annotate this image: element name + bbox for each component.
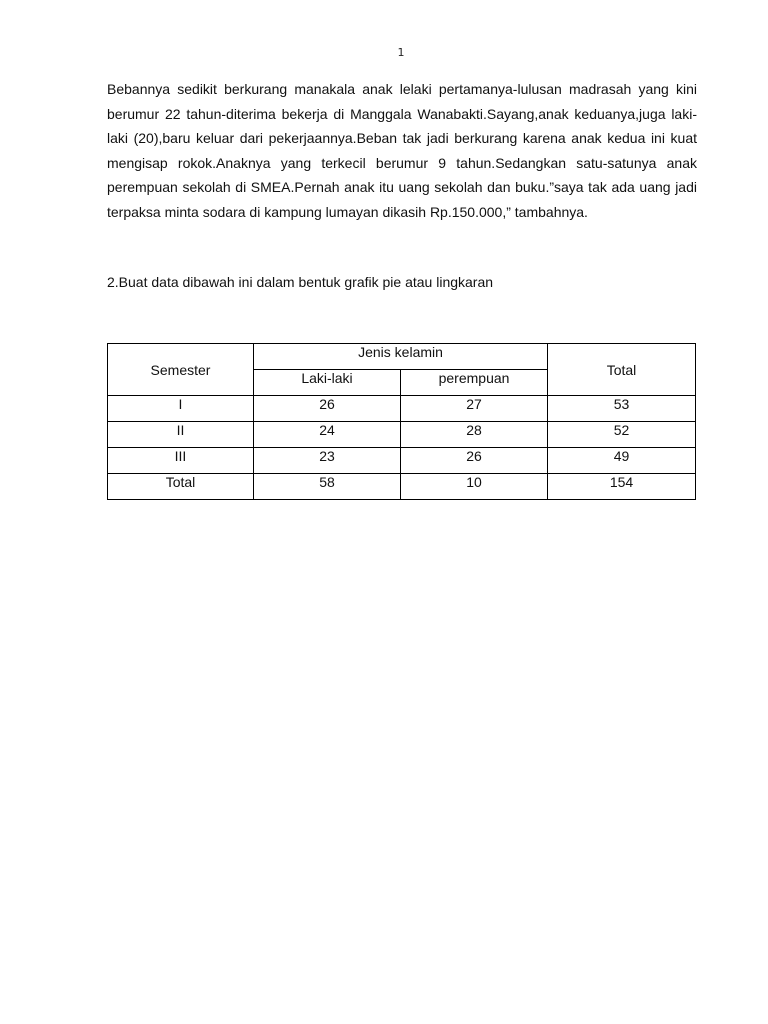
header-laki-laki: Laki-laki	[254, 370, 401, 396]
header-perempuan: perempuan	[401, 370, 548, 396]
cell-total: 53	[548, 396, 696, 422]
cell-laki: 24	[254, 422, 401, 448]
cell-laki: 23	[254, 448, 401, 474]
table-row	[108, 448, 696, 474]
cell-semester: Total	[108, 474, 254, 500]
cell-laki: 58	[254, 474, 401, 500]
cell-total: 52	[548, 422, 696, 448]
header-jenis-kelamin: Jenis kelamin	[254, 344, 548, 370]
table-header-row	[108, 344, 696, 370]
header-total: Total	[548, 344, 696, 396]
cell-semester: I	[108, 396, 254, 422]
cell-total: 154	[548, 474, 696, 500]
page-number: 1	[397, 46, 405, 59]
question-text: 2.Buat data dibawah ini dalam bentuk grafik pie atau lingkaran	[107, 274, 494, 290]
cell-semester: II	[108, 422, 254, 448]
cell-perempuan: 26	[401, 448, 548, 474]
body-paragraph: Bebannya sedikit berkurang manakala anak lelaki pertamanya-lulusan madrasah yang kini berumur 22 tahun-diterima bekerja di Manggala Wanabakti.Sayang,anak keduanya,juga laki-laki (20),baru keluar dari pekerjaannya.Beban tak jadi berkurang karena anak kedua ini kuat mengisap rokok.Anaknya yang terkecil berumur 9 tahun.Sedangkan satu-satunya anak perempuan sekolah di SMEA.Pernah anak itu uang sekolah dan buku.”saya tak ada uang jadi terpaksa minta sodara di kampung lumayan dikasih Rp.150.000,” tambahnya.	[107, 81, 697, 220]
cell-perempuan: 10	[401, 474, 548, 500]
cell-perempuan: 28	[401, 422, 548, 448]
cell-total: 49	[548, 448, 696, 474]
cell-semester: III	[108, 448, 254, 474]
table-row	[108, 396, 696, 422]
header-semester: Semester	[108, 344, 254, 396]
table-total-row	[108, 474, 696, 500]
table-row	[108, 422, 696, 448]
cell-laki: 26	[254, 396, 401, 422]
gender-semester-table	[107, 343, 696, 500]
cell-perempuan: 27	[401, 396, 548, 422]
